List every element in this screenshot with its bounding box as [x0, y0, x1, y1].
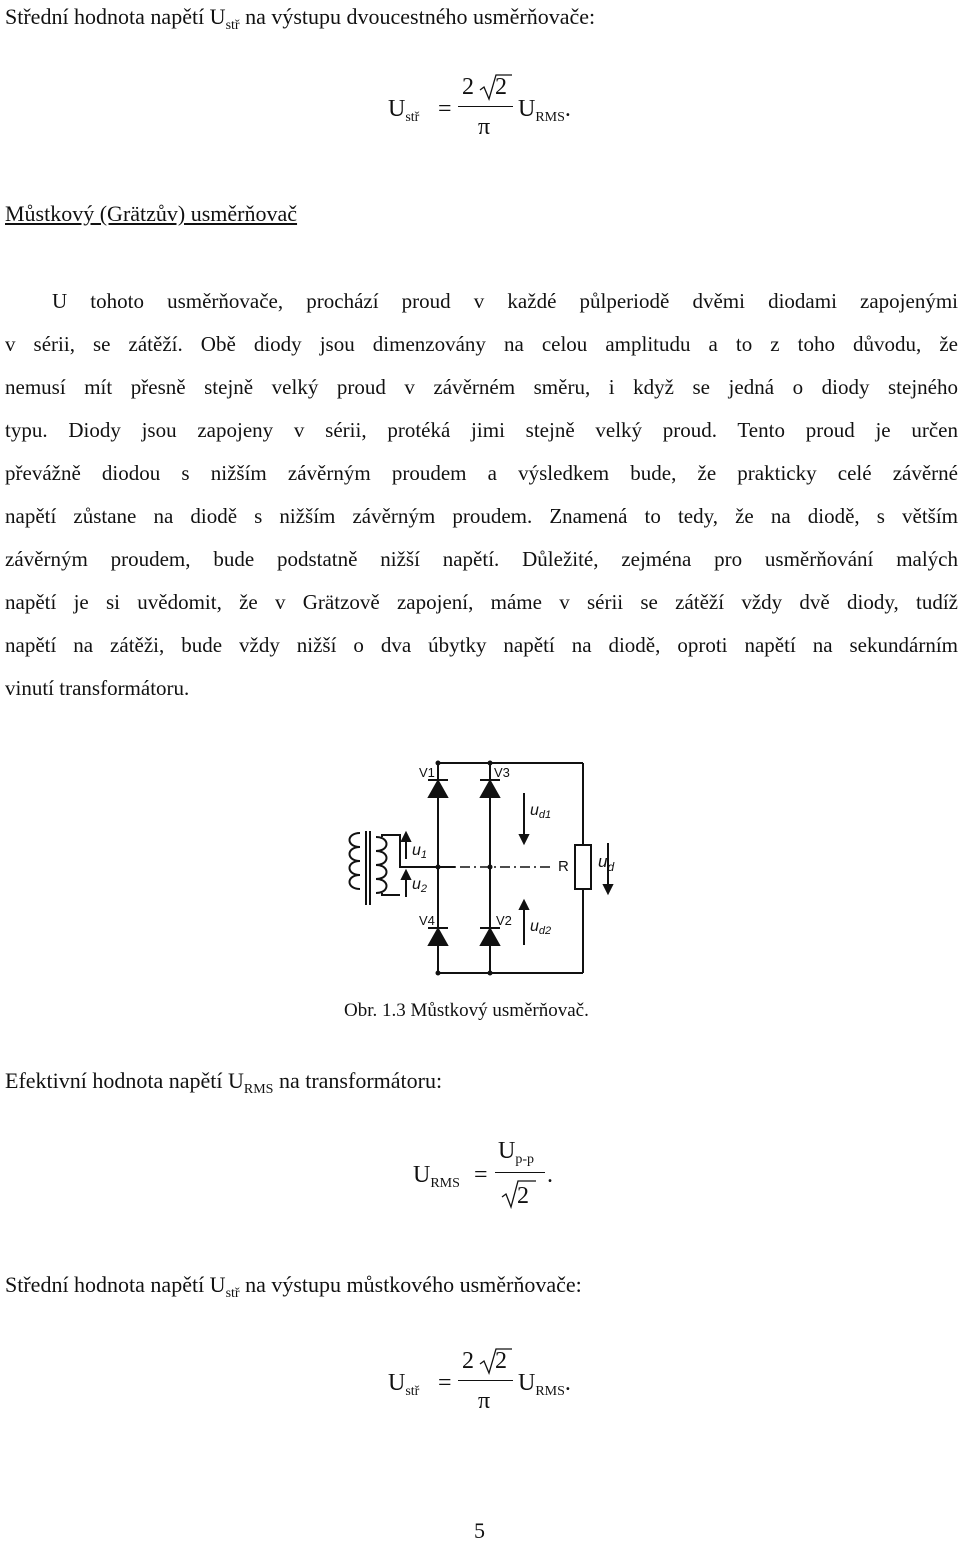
diode-v4 [429, 929, 447, 945]
formula-rhs: $U_{RMS}$. [518, 1370, 571, 1399]
formula-denominator: 2 [517, 1183, 529, 1209]
primary-winding [350, 833, 361, 889]
paragraph-line: napětí je si uvědomit, že v Grätzově zapojení, máme v sérii se zátěží vždy dvě diody, tudíž [5, 590, 958, 614]
formula-equals: = [474, 1162, 488, 1188]
svg-text:V3: V3 [494, 765, 510, 780]
heading-text-suffix: na transformátoru: [273, 1068, 443, 1093]
heading-bridge-mean-voltage [5, 1272, 582, 1302]
paragraph-line: U tohoto usměrňovače, prochází proud v každé půlperiodě dvěmi diodami zapojenými [52, 289, 958, 313]
svg-text:u1: u1 [412, 842, 428, 861]
heading-rms-voltage [5, 1068, 442, 1098]
heading-text: Střední hodnota napětí U [5, 1272, 226, 1297]
formula-denominator: π [478, 114, 491, 140]
svg-text:ud1: ud1 [530, 802, 552, 821]
figure-caption: Obr. 1.3 Můstkový usměrňovač. [344, 1000, 589, 1021]
svg-text:V2: V2 [496, 913, 512, 928]
fraction-bar [458, 106, 513, 107]
paragraph-line: vinutí transformátoru. [5, 676, 190, 700]
bridge-rectifier-diagram [330, 755, 640, 980]
formula-equals: = [438, 96, 452, 122]
diode-v2 [481, 929, 499, 945]
paragraph-line: napětí na zátěži, bude vždy nižší o dva úbytky napětí na diodě, oproti napětí na sekundárním [5, 633, 958, 657]
paragraph-line: závěrným proudem, bude podstatně nižší napětí. Důležité, zejména pro usměrňování malých [5, 547, 958, 571]
heading-subscript: stř [225, 18, 240, 33]
formula-numerator-coefficient: 2 [462, 1348, 474, 1374]
body-paragraph [5, 280, 958, 710]
paragraph-line: typu. Diody jsou zapojeny v sérii, protéká jimi stejně velký proud. Tento proud je určen [5, 418, 958, 442]
formula-dot: . [547, 1162, 553, 1188]
fraction-bar [495, 1172, 545, 1173]
formula-lhs: $U_{RMS}$ [413, 1162, 460, 1191]
diode-v1 [429, 781, 447, 797]
formula-root-value: 2 [495, 74, 507, 100]
formula-equals: = [438, 1370, 452, 1396]
paragraph-line: napětí zůstane na diodě s nižším závěrným proudem. Znamená to tedy, že na diodě, s větším [5, 504, 958, 528]
svg-text:R: R [558, 858, 569, 875]
heading-text-suffix: na výstupu můstkového usměrňovače: [239, 1272, 582, 1297]
paragraph-line: v sérii, se zátěží. Obě diody jsou dimenzovány na celou amplitudu a to z toho důvodu, že [5, 332, 958, 356]
svg-text:u2: u2 [412, 876, 428, 895]
svg-text:ud2: ud2 [530, 918, 552, 937]
formula-root-value: 2 [495, 1348, 507, 1374]
formula-denominator: π [478, 1388, 491, 1414]
formula-lhs: $U_{stř}$ [388, 1370, 420, 1399]
svg-text:ud: $u_d$ [598, 852, 615, 874]
heading-text: Efektivní hodnota napětí U [5, 1068, 244, 1093]
secondary-winding [376, 837, 387, 893]
formula-lhs: $U_{stř}$ [388, 96, 420, 125]
heading-text-suffix: na výstupu dvoucestného usměrňovače: [239, 4, 596, 29]
heading-subscript: stř [225, 1286, 240, 1301]
heading-text: Střední hodnota napětí U [5, 4, 226, 29]
paragraph-line: převážně diodou s nižším závěrným proudem a výsledkem bude, že prakticky celé závěrné [5, 461, 958, 485]
section-title: Můstkový (Grätzův) usměrňovač [5, 201, 298, 226]
paragraph-line: nemusí mít přesně stejně velký proud v závěrném směru, i když se jedná o diody stejného [5, 375, 958, 399]
formula-rhs: $U_{RMS}$. [518, 96, 571, 125]
formula-numerator-coefficient: 2 [462, 74, 474, 100]
heading-subscript: RMS [243, 1082, 274, 1097]
svg-text:V4: V4 [419, 913, 435, 928]
diode-v3 [481, 781, 499, 797]
svg-text:V1: V1 [419, 765, 435, 780]
resistor-r [575, 845, 591, 889]
formula-numerator: $U_{p-p}$ [498, 1138, 535, 1167]
heading-two-way-mean-voltage [5, 4, 595, 34]
fraction-bar [458, 1380, 513, 1381]
page-number: 5 [474, 1518, 485, 1543]
